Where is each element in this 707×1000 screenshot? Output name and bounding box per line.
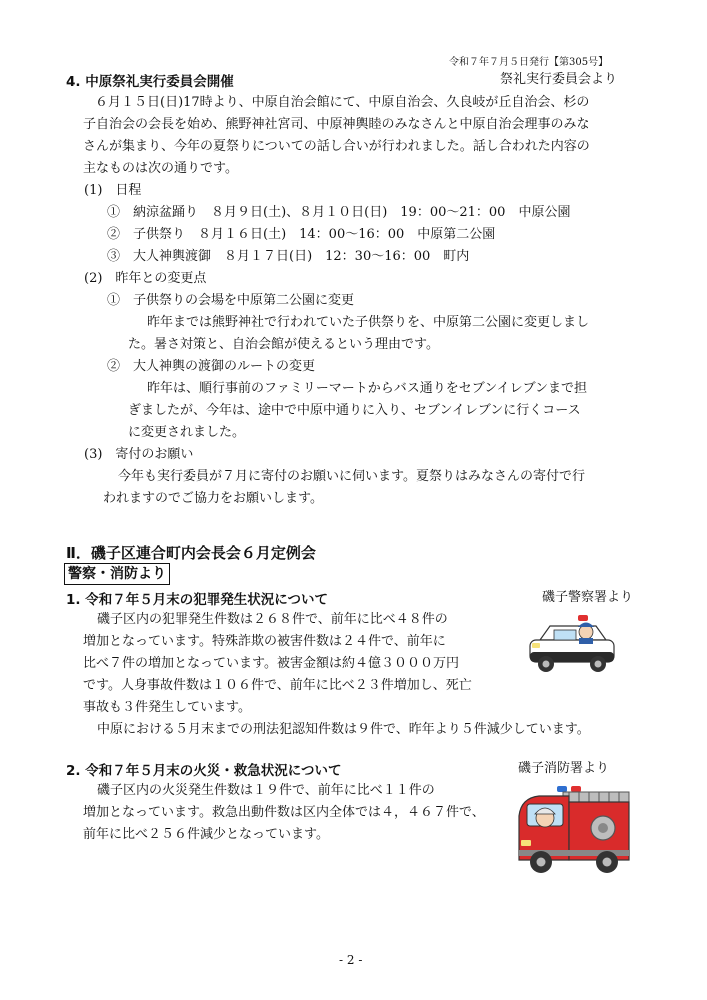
section-4-title: 4. 中原祭礼実行委員会開催 [66,74,234,90]
issue-date: 令和７年７月５日発行【第305号】 [449,57,609,68]
crime-source: 磯子警察署より [542,590,634,605]
fire-body-line: 前年に比べ２５６件減少となっています。 [83,827,329,842]
intro-line-4: 主なものは次の通りです。 [83,161,238,176]
fire-title: 2. 令和７年５月末の火災・救急状況について [66,763,342,779]
schedule-item: ① 納涼盆踊り ８月９日(土)、８月１０日(日) 19：00～21：00 中原公園 [107,205,571,220]
crime-body-line: です。人身事故件数は１０６件で、前年に比べ２３件増加し、死亡 [83,678,472,693]
change-1-body-line: た。暑さ対策と、自治会館が使えるという理由です。 [128,337,439,352]
page-number: - 2 - [339,953,363,967]
change-2-body-line: 昨年は、順行事前のファミリーマートからバス通りをセブンイレブンまで担 [147,381,588,396]
section-4-source: 祭礼実行委員会より [500,72,618,87]
fire-source: 磯子消防署より [518,761,610,776]
change-2-body-line: に変更されました。 [128,425,246,440]
donation-body-line: われますのでご協力をお願いします。 [103,491,323,506]
changes-heading: (2) 昨年との変更点 [84,271,207,286]
section-2-subtitle: 警察・消防より [64,563,170,585]
crime-title: 1. 令和７年５月末の犯罪発生状況について [66,592,328,608]
police-car-icon [526,612,618,676]
crime-body-line: 中原における５月末までの刑法犯認知件数は９件で、昨年より５件減少しています。 [97,722,590,737]
donation-body-line: 今年も実行委員が７月に寄付のお願いに伺います。夏祭りはみなさんの寄付で行 [118,469,585,484]
crime-body-line: 磯子区内の犯罪発生件数は２６８件で、前年に比べ４８件の [97,612,448,627]
intro-line-3: さんが集まり、今年の夏祭りについての話し合いが行われました。話し合われた内容の [83,139,590,154]
intro-line-2: 子自治会の会長を始め、熊野神社宮司、中原神輿睦のみなさんと中原自治会理事のみな [83,117,590,132]
change-2-body-line: ぎましたが、今年は、途中で中原中通りに入り、セブンイレブンに行くコース [128,403,581,418]
change-1-body-line: 昨年までは熊野神社で行われていた子供祭りを、中原第二公園に変更しまし [147,315,590,330]
intro-line-1: ６月１５日(日)17時より、中原自治会館にて、中原自治会、久良岐が丘自治会、杉の [95,95,590,110]
crime-body-line: 比べ７件の増加となっています。被害金額は約４億３０００万円 [83,656,459,671]
schedule-heading: (1) 日程 [84,183,142,198]
section-2-title: Ⅱ．磯子区連合町内会長会６月定例会 [66,544,316,562]
fire-truck-icon [513,780,633,876]
change-1-title: ① 子供祭りの会場を中原第二公園に変更 [107,293,355,308]
change-2-title: ② 大人神輿の渡御のルートの変更 [107,359,316,374]
fire-body-line: 増加となっています。救急出動件数は区内全体では４，４６７件で、 [83,805,485,820]
donation-heading: (3) 寄付のお願い [84,447,194,462]
crime-body-line: 増加となっています。特殊詐欺の被害件数は２４件で、前年に [83,634,446,649]
crime-body-line: 事故も３件発生しています。 [83,700,251,715]
schedule-item: ② 子供祭り ８月１６日(土) 14：00～16：00 中原第二公園 [107,227,496,242]
fire-body-line: 磯子区内の火災発生件数は１９件で、前年に比べ１１件の [97,783,435,798]
schedule-item: ③ 大人神輿渡御 ８月１７日(日) 12：30～16：00 町内 [107,249,470,264]
